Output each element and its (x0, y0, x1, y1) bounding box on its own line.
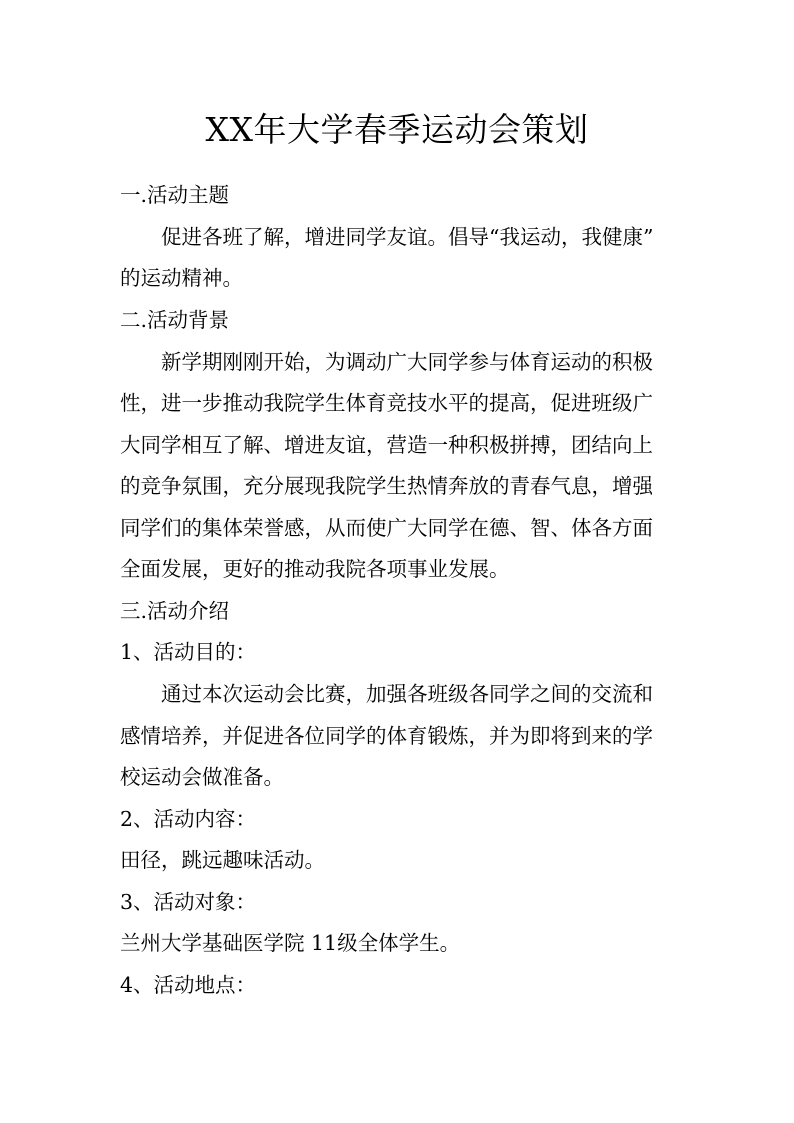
subheading-activity-purpose: 1、活动目的： (120, 640, 257, 664)
paragraph-line: 促进各班了解，增进同学友谊。倡导“我运动，我健康” (161, 225, 654, 249)
heading-activity-theme: 一.活动主题 (120, 183, 230, 207)
subheading-activity-target: 3、活动对象： (120, 890, 257, 914)
paragraph-line: 的运动精神。 (120, 266, 243, 290)
paragraph-line: 同学们的集体荣誉感，从而使广大同学在德、智、体各方面 (120, 516, 653, 540)
paragraph-line: 的竞争氛围，充分展现我院学生热情奔放的青春气息，增强 (120, 474, 653, 498)
paragraph-line: 兰州大学基础医学院 11级全体学生。 (120, 931, 461, 955)
heading-activity-introduction: 三.活动介绍 (120, 599, 230, 623)
paragraph-line: 感情培养，并促进各位同学的体育锻炼，并为即将到来的学 (120, 724, 653, 748)
paragraph-line: 大同学相互了解、增进友谊，营造一种积极拼搏，团结向上 (120, 433, 653, 457)
paragraph-line: 新学期刚刚开始，为调动广大同学参与体育运动的积极 (161, 350, 653, 374)
paragraph-line: 全面发展，更好的推动我院各项事业发展。 (120, 557, 510, 581)
paragraph-line: 田径，跳远趣味活动。 (120, 848, 325, 872)
document-title: XX年大学春季运动会策划 (205, 110, 589, 149)
paragraph-line: 通过本次运动会比赛，加强各班级各同学之间的交流和 (161, 682, 653, 706)
paragraph-line: 校运动会做准备。 (120, 765, 284, 789)
subheading-activity-content: 2、活动内容： (120, 807, 257, 831)
heading-activity-background: 二.活动背景 (120, 308, 230, 332)
paragraph-line: 性，进一步推动我院学生体育竞技水平的提高，促进班级广 (120, 391, 653, 415)
subheading-activity-location: 4、活动地点： (120, 973, 257, 997)
